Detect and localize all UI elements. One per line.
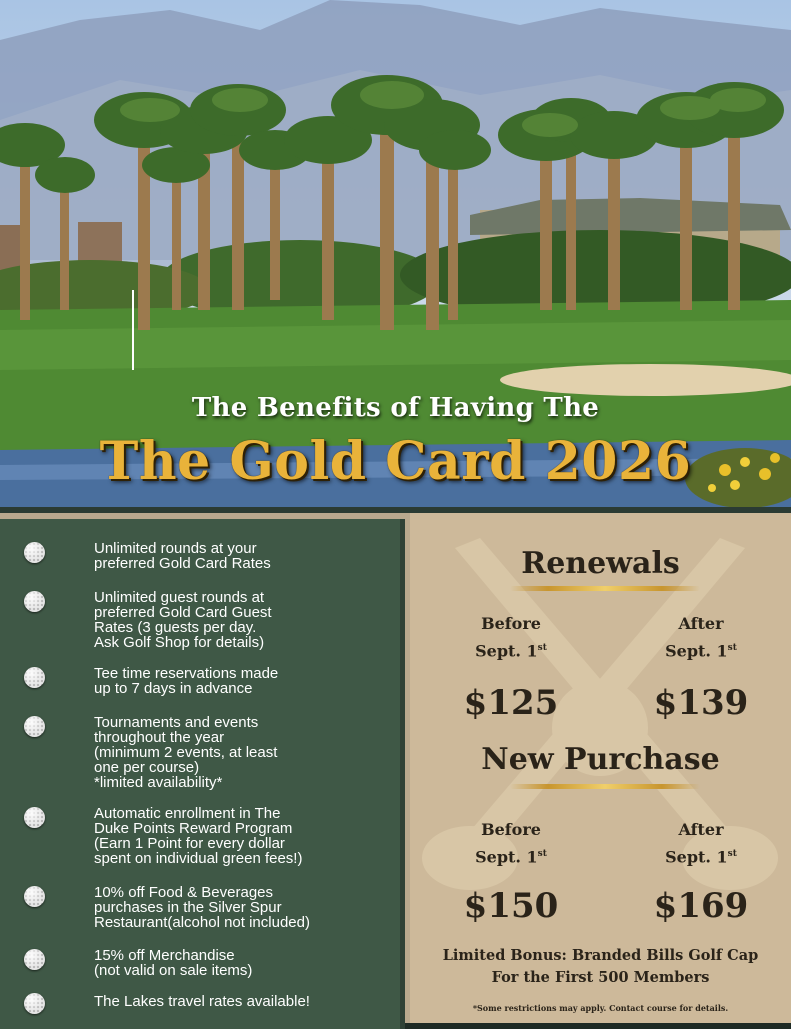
benefit-text: Tee time reservations made up to 7 days in advance xyxy=(94,665,279,697)
bonus-offer: Limited Bonus: Branded Bills Golf Cap For the First 500 Members xyxy=(442,947,759,986)
golf-ball-icon xyxy=(24,591,45,612)
benefits-panel-frame xyxy=(0,513,410,1023)
renewals-title: Renewals xyxy=(521,546,680,581)
renewals-before-label: Before Sept. 1st xyxy=(475,614,547,661)
golf-ball-icon xyxy=(24,993,45,1014)
golf-ball-icon xyxy=(24,807,45,828)
renewals-rule xyxy=(510,586,700,591)
pricing-panel xyxy=(410,513,791,1023)
golf-ball-icon xyxy=(24,886,45,907)
golf-ball-icon xyxy=(24,716,45,737)
renewals-after-label: After Sept. 1st xyxy=(665,614,737,661)
new-purchase-before-price: $150 xyxy=(463,886,559,926)
new-purchase-rule xyxy=(510,784,700,789)
disclaimer-text: *Some restrictions may apply. Contact course for details. xyxy=(472,1003,729,1013)
benefit-text: Automatic enrollment in The Duke Points Reward Program (Earn 1 Point for every dollar spent on individual green fees!) xyxy=(94,805,303,867)
golf-ball-icon xyxy=(24,667,45,688)
benefits-panel xyxy=(0,519,405,1029)
gold-card-title: The Gold Card 2026 xyxy=(99,431,692,492)
hero-subtitle: The Benefits of Having The xyxy=(191,393,600,423)
benefit-text: 10% off Food & Beverages purchases in the Silver Spur Restaurant(alcohol not included) xyxy=(94,884,310,931)
benefit-text: The Lakes travel rates available! xyxy=(94,993,310,1010)
hero-photo xyxy=(0,0,791,507)
renewals-before-price: $125 xyxy=(463,683,559,723)
new-purchase-before-label: Before Sept. 1st xyxy=(475,820,547,867)
benefit-text: 15% off Merchandise (not valid on sale items) xyxy=(94,947,253,979)
new-purchase-after-price: $169 xyxy=(653,886,749,926)
benefit-text: Unlimited rounds at your preferred Gold Card Rates xyxy=(94,540,271,572)
benefit-text: Tournaments and events throughout the year (minimum 2 events, at least one per course) *limited availability* xyxy=(94,714,278,791)
benefit-text: Unlimited guest rounds at preferred Gold Card Guest Rates (3 guests per day. Ask Golf Shop for details) xyxy=(94,589,272,651)
renewals-after-price: $139 xyxy=(653,683,749,723)
new-purchase-title: New Purchase xyxy=(481,742,720,777)
golf-ball-icon xyxy=(24,949,45,970)
new-purchase-after-label: After Sept. 1st xyxy=(665,820,737,867)
golf-ball-icon xyxy=(24,542,45,563)
